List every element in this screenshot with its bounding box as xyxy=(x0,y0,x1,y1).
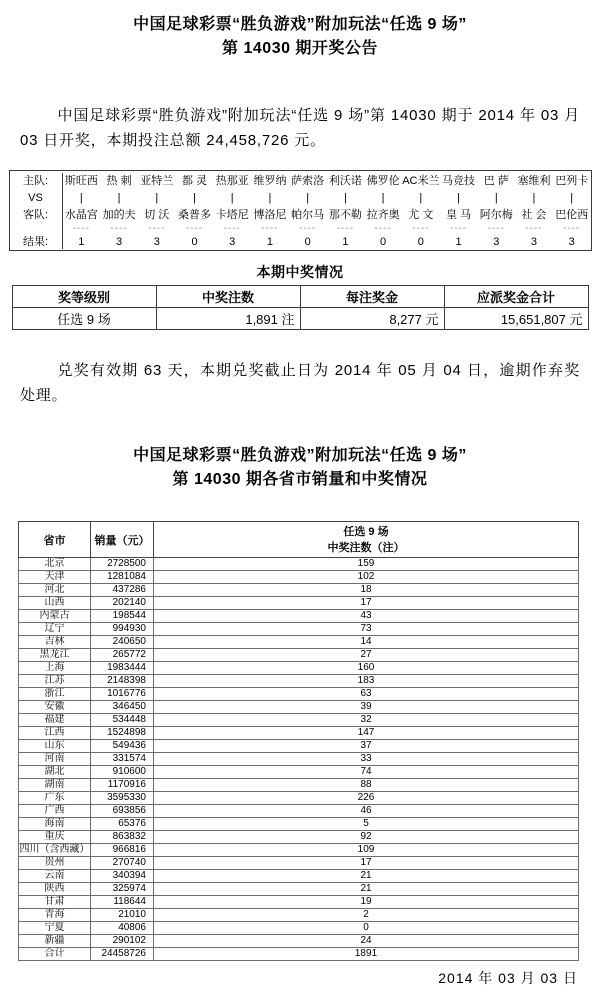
province-count-cell: 21 xyxy=(154,883,579,896)
province-count-cell: 88 xyxy=(154,779,579,792)
province-sales-cell: 1524898 xyxy=(91,727,154,740)
province-sales-cell: 437286 xyxy=(91,584,154,597)
match-result: 3 xyxy=(229,236,236,248)
province-row xyxy=(19,857,579,870)
province-header-group-line2: 中奖注数（注） xyxy=(327,541,405,554)
province-row xyxy=(19,597,579,610)
province-count-cell: 159 xyxy=(154,558,579,571)
province-sales-cell: 265772 xyxy=(91,649,154,662)
province-count-cell: 33 xyxy=(154,753,579,766)
prize-per-bet-cell: 8,277 元 xyxy=(300,308,444,330)
province-row xyxy=(19,818,579,831)
province-name-cell: 广东 xyxy=(19,792,91,805)
away-team-name: 水晶宫 xyxy=(64,209,98,221)
province-section-title xyxy=(0,444,600,492)
province-name-cell: 云南 xyxy=(19,870,91,883)
province-count-cell: 63 xyxy=(154,688,579,701)
province-row xyxy=(19,844,579,857)
province-name-cell: 重庆 xyxy=(19,831,91,844)
match-column xyxy=(364,173,402,249)
away-team-name: 尤 文 xyxy=(408,209,434,221)
province-count-cell: 147 xyxy=(154,727,579,740)
province-sales-cell: 910600 xyxy=(91,766,154,779)
province-row xyxy=(19,558,579,571)
match-column xyxy=(251,173,289,249)
vs-bar: | xyxy=(494,192,498,204)
prize-table xyxy=(12,285,589,330)
province-count-cell: 102 xyxy=(154,571,579,584)
province-count-cell: 2 xyxy=(154,909,579,922)
province-sales-cell: 202140 xyxy=(91,597,154,610)
result-separator-dashes: ---- xyxy=(525,223,543,234)
province-count-cell: 74 xyxy=(154,766,579,779)
prize-header-row xyxy=(12,286,588,308)
result-separator-dashes: ---- xyxy=(449,223,468,234)
province-row xyxy=(19,909,579,922)
province-header-group-line1: 任选 9 场 xyxy=(343,525,389,538)
province-row xyxy=(19,870,579,883)
province-name-cell: 上海 xyxy=(19,662,91,675)
province-sales-cell: 21010 xyxy=(91,909,154,922)
province-sales-cell: 2728500 xyxy=(91,558,154,571)
province-sales-cell: 534448 xyxy=(91,714,154,727)
home-team-name: 都 灵 xyxy=(181,175,208,187)
province-name-cell: 湖北 xyxy=(19,766,91,779)
vs-bar: | xyxy=(532,192,536,204)
province-count-cell: 32 xyxy=(154,714,579,727)
province-sales-cell: 966816 xyxy=(91,844,154,857)
away-team-name: 博洛尼 xyxy=(253,209,287,221)
match-result: 0 xyxy=(191,236,198,248)
province-sales-cell: 290102 xyxy=(91,935,154,948)
province-sales-table xyxy=(18,521,579,961)
province-row xyxy=(19,701,579,714)
province-name-cell: 江苏 xyxy=(19,675,91,688)
result-separator-dashes: ---- xyxy=(110,223,128,234)
province-count-cell: 37 xyxy=(154,740,579,753)
province-row xyxy=(19,805,579,818)
province-count-cell: 17 xyxy=(154,597,579,610)
province-row xyxy=(19,831,579,844)
province-sales-cell: 331574 xyxy=(91,753,154,766)
match-results-table xyxy=(9,170,592,251)
province-row xyxy=(19,883,579,896)
province-count-cell: 5 xyxy=(154,818,579,831)
home-team-name: 斯旺西 xyxy=(64,175,98,187)
vs-bar: | xyxy=(117,192,121,204)
province-name-cell: 河南 xyxy=(19,753,91,766)
province-sales-cell: 863832 xyxy=(91,831,154,844)
province-name-cell: 合计 xyxy=(19,948,91,961)
match-column xyxy=(402,173,440,249)
province-sales-cell: 240650 xyxy=(91,636,154,649)
province-row xyxy=(19,948,579,961)
province-name-cell: 海南 xyxy=(19,818,91,831)
redeem-notice: 兑奖有效期 63 天，本期兑奖截止日为 2014 年 05 月 04 日，逾期作弃奖处理。 xyxy=(20,362,580,404)
result-separator-dashes: ---- xyxy=(261,223,279,234)
match-result: 3 xyxy=(493,236,500,248)
match-result: 0 xyxy=(417,236,424,248)
prize-data-row xyxy=(12,308,588,330)
match-result: 1 xyxy=(455,236,462,248)
away-team-name: 切 沃 xyxy=(144,209,170,221)
province-header-name: 省市 xyxy=(19,522,91,558)
result-separator-dashes: ---- xyxy=(185,223,204,234)
province-sales-cell: 994930 xyxy=(91,623,154,636)
province-header-group xyxy=(154,522,579,558)
prize-count-cell: 1,891 注 xyxy=(156,308,300,330)
province-sales-cell: 65376 xyxy=(91,818,154,831)
province-count-cell: 18 xyxy=(154,584,579,597)
province-section-title-line2: 第 14030 期各省市销量和中奖情况 xyxy=(172,471,428,488)
province-name-cell: 黑龙江 xyxy=(19,649,91,662)
province-name-cell: 广西 xyxy=(19,805,91,818)
vs-bar: | xyxy=(381,192,385,204)
home-team-name: 马竞技 xyxy=(442,175,476,187)
home-team-row-label: 主队: xyxy=(22,175,49,187)
away-team-name: 巴伦西 xyxy=(555,209,589,221)
match-column xyxy=(553,173,591,249)
province-count-cell: 109 xyxy=(154,844,579,857)
away-team-name: 社 会 xyxy=(521,209,547,221)
vs-row-label: VS xyxy=(28,192,43,204)
home-team-name: 利沃诺 xyxy=(328,175,362,187)
match-column xyxy=(327,173,365,249)
vs-bar: | xyxy=(570,192,574,204)
prize-total-cell: 15,651,807 元 xyxy=(444,308,588,330)
page-title-line1: 中国足球彩票“胜负游戏”附加玩法“任选 9 场” xyxy=(133,16,467,33)
province-row xyxy=(19,935,579,948)
province-row xyxy=(19,623,579,636)
match-result: 1 xyxy=(342,236,349,248)
home-team-name: 热 刺 xyxy=(106,175,132,187)
province-sales-cell: 118644 xyxy=(91,896,154,909)
province-row xyxy=(19,779,579,792)
home-team-name: 维罗纳 xyxy=(253,175,287,187)
province-name-cell: 山西 xyxy=(19,597,91,610)
province-row xyxy=(19,662,579,675)
province-name-cell: 贵州 xyxy=(19,857,91,870)
match-table-row-labels xyxy=(10,173,63,249)
province-row xyxy=(19,766,579,779)
match-column xyxy=(213,173,251,249)
province-name-cell: 陕西 xyxy=(19,883,91,896)
match-column xyxy=(63,173,101,249)
page-title-line2: 第 14030 期开奖公告 xyxy=(222,40,378,57)
province-sales-cell: 1983444 xyxy=(91,662,154,675)
province-name-cell: 新疆 xyxy=(19,935,91,948)
province-count-cell: 27 xyxy=(154,649,579,662)
province-count-cell: 92 xyxy=(154,831,579,844)
vs-bar: | xyxy=(230,192,234,204)
home-team-name: 塞维利 xyxy=(517,175,551,187)
province-name-cell: 山东 xyxy=(19,740,91,753)
province-name-cell: 天津 xyxy=(19,571,91,584)
province-count-cell: 226 xyxy=(154,792,579,805)
result-separator-dashes: ---- xyxy=(412,223,430,234)
province-row xyxy=(19,688,579,701)
away-team-name: 卡塔尼 xyxy=(215,209,249,221)
away-team-name: 那不勒 xyxy=(328,209,362,221)
province-row xyxy=(19,675,579,688)
vs-bar: | xyxy=(457,192,460,204)
province-section-title-line1: 中国足球彩票“胜负游戏”附加玩法“任选 9 场” xyxy=(133,447,467,464)
match-column xyxy=(176,173,214,249)
province-sales-cell: 325974 xyxy=(91,883,154,896)
province-count-cell: 24 xyxy=(154,935,579,948)
province-table-body xyxy=(19,558,579,961)
province-name-cell: 北京 xyxy=(19,558,91,571)
home-team-name: AC米兰 xyxy=(402,175,440,187)
province-sales-cell: 346450 xyxy=(91,701,154,714)
province-count-cell: 0 xyxy=(154,922,579,935)
match-column xyxy=(138,173,176,249)
vs-bar: | xyxy=(79,192,83,204)
result-separator-dashes: ---- xyxy=(563,223,581,234)
province-header-sales: 销量（元） xyxy=(91,522,154,558)
prize-table-title: 本期中奖情况 xyxy=(256,264,344,280)
province-sales-cell: 549436 xyxy=(91,740,154,753)
match-result: 0 xyxy=(380,236,387,248)
province-row xyxy=(19,584,579,597)
province-count-cell: 14 xyxy=(154,636,579,649)
province-header-row xyxy=(19,522,579,558)
result-separator-dashes: ---- xyxy=(374,223,392,234)
province-row xyxy=(19,792,579,805)
province-row xyxy=(19,636,579,649)
province-count-cell: 19 xyxy=(154,896,579,909)
page-title xyxy=(0,0,600,61)
match-result: 3 xyxy=(530,236,538,248)
result-separator-dashes: ---- xyxy=(223,223,241,234)
match-column xyxy=(440,173,478,249)
away-team-name: 桑普多 xyxy=(178,209,212,221)
vs-bar: | xyxy=(268,192,272,204)
province-sales-cell: 340394 xyxy=(91,870,154,883)
province-row xyxy=(19,753,579,766)
vs-bar: | xyxy=(155,192,159,204)
province-row xyxy=(19,571,579,584)
vs-bar: | xyxy=(419,192,423,204)
match-column xyxy=(100,173,138,249)
province-name-cell: 湖南 xyxy=(19,779,91,792)
province-row xyxy=(19,727,579,740)
away-team-name: 拉齐奥 xyxy=(366,209,400,221)
province-name-cell: 甘肃 xyxy=(19,896,91,909)
result-separator-dashes: ---- xyxy=(299,223,317,234)
province-count-cell: 1891 xyxy=(154,948,579,961)
match-result: 3 xyxy=(116,236,123,248)
home-team-name: 佛罗伦 xyxy=(366,175,400,187)
province-name-cell: 安徽 xyxy=(19,701,91,714)
province-count-cell: 43 xyxy=(154,610,579,623)
province-sales-cell: 198544 xyxy=(91,610,154,623)
match-result: 3 xyxy=(153,236,160,248)
province-row xyxy=(19,610,579,623)
away-team-name: 加的夫 xyxy=(102,209,136,221)
province-count-cell: 39 xyxy=(154,701,579,714)
province-name-cell: 辽宁 xyxy=(19,623,91,636)
province-count-cell: 183 xyxy=(154,675,579,688)
prize-header-count: 中奖注数 xyxy=(156,286,300,308)
vs-bar: | xyxy=(343,192,347,204)
province-sales-cell: 1281084 xyxy=(91,571,154,584)
province-count-cell: 46 xyxy=(154,805,579,818)
match-result: 1 xyxy=(78,236,85,248)
match-column xyxy=(515,173,553,249)
match-result: 3 xyxy=(568,236,575,248)
province-count-cell: 73 xyxy=(154,623,579,636)
match-column xyxy=(289,173,327,249)
home-team-name: 巴列卡 xyxy=(555,175,589,187)
home-team-name: 巴 萨 xyxy=(483,175,509,187)
result-row-label: 结果: xyxy=(22,236,49,248)
province-sales-cell: 1170916 xyxy=(91,779,154,792)
province-sales-cell: 270740 xyxy=(91,857,154,870)
province-name-cell: 内蒙古 xyxy=(19,610,91,623)
announcement-intro: 中国足球彩票“胜负游戏”附加玩法“任选 9 场”第 14030 期于 2014 年 03 月 03 日开奖，本期投注总额 24,458,726 元。 xyxy=(20,107,580,149)
province-name-cell: 福建 xyxy=(19,714,91,727)
province-sales-cell: 3595330 xyxy=(91,792,154,805)
province-count-cell: 160 xyxy=(154,662,579,675)
province-name-cell: 河北 xyxy=(19,584,91,597)
result-separator-dashes: ---- xyxy=(72,223,91,234)
province-row xyxy=(19,896,579,909)
home-team-name: 萨索洛 xyxy=(291,175,325,187)
province-name-cell: 吉林 xyxy=(19,636,91,649)
province-row xyxy=(19,714,579,727)
province-name-cell: 四川（含西藏） xyxy=(19,844,90,855)
province-sales-cell: 40806 xyxy=(91,922,154,935)
prize-header-level: 奖等级别 xyxy=(12,286,156,308)
province-sales-cell: 693856 xyxy=(91,805,154,818)
prize-header-total: 应派奖金合计 xyxy=(444,286,588,308)
home-team-name: 亚特兰 xyxy=(140,175,174,187)
announcement-date: 2014 年 03 月 03 日 xyxy=(438,970,578,986)
away-team-row-label: 客队: xyxy=(22,209,49,221)
province-row xyxy=(19,649,579,662)
away-team-name: 皇 马 xyxy=(446,209,472,221)
province-name-cell: 青海 xyxy=(19,909,91,922)
vs-bar: | xyxy=(306,192,310,204)
province-name-cell: 宁夏 xyxy=(19,922,91,935)
province-name-cell: 江西 xyxy=(19,727,91,740)
province-count-cell: 17 xyxy=(154,857,579,870)
result-separator-dashes: ---- xyxy=(487,223,505,234)
province-sales-cell: 24458726 xyxy=(91,948,154,961)
result-separator-dashes: ---- xyxy=(336,223,355,234)
prize-level-cell: 任选 9 场 xyxy=(12,308,156,330)
match-result: 1 xyxy=(266,236,274,248)
away-team-name: 阿尔梅 xyxy=(479,209,513,221)
province-sales-cell: 1016776 xyxy=(91,688,154,701)
match-column xyxy=(477,173,515,249)
prize-header-per-bet: 每注奖金 xyxy=(300,286,444,308)
province-count-cell: 21 xyxy=(154,870,579,883)
separator-row-spacer xyxy=(10,224,62,235)
result-separator-dashes: ---- xyxy=(148,223,166,234)
province-row xyxy=(19,922,579,935)
province-row xyxy=(19,740,579,753)
vs-bar: | xyxy=(193,192,196,204)
province-name-cell: 浙江 xyxy=(19,688,91,701)
province-sales-cell: 2148398 xyxy=(91,675,154,688)
away-team-name: 帕尔马 xyxy=(291,209,325,221)
home-team-name: 热那亚 xyxy=(215,175,249,187)
match-result: 0 xyxy=(304,236,311,248)
